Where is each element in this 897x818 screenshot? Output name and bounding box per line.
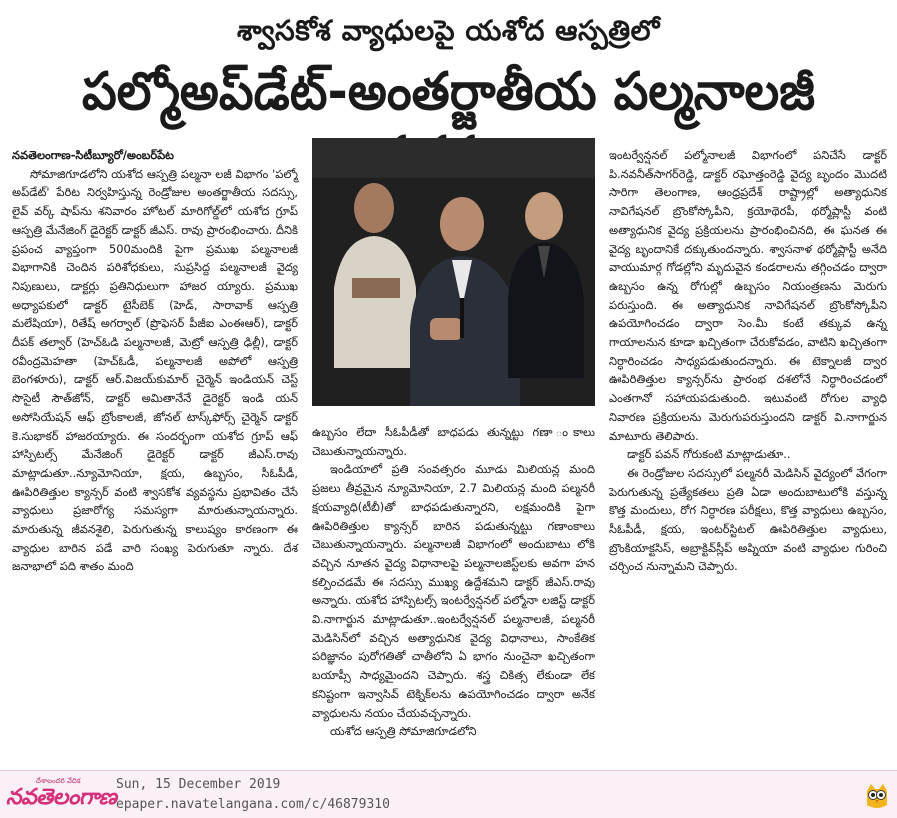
article-paragraph: ఉబ్బసం లేదా సీఓపీడీతో బాధపడు తున్నట్టు గణా ంకాలు చెబుతున్నాయన్నారు. [312,425,595,458]
article-paragraph: ఈ రెండ్రోజుల సదస్సులో పల్మనరీ మెడిసిన్ వైద్యంలో వేగంగా పెరుగుతున్న ప్రత్యేకతలు ప్రతి ఏడా అందుబాటులోకి వస్తున్న కొత్త మందులు, రోగ నిర్ధారణ పరీక్షలు, కొత్త వ్యాధులు ఉబ్బసం, సీఓపీడీ, క్షయ, ఇంటర్‌స్టిటల్ ఊపిరితిత్తుల వ్యాధులు, బ్రొంకియాక్టసిస్, అబ్రాక్టివ్‌స్లీప్ అప్నియా వంటి వ్యాధుల గురించి చర్చించ నున్నామని చెప్పారు. [609,465,887,574]
article-kicker: శ్వాసకోశ వ్యాధులపై యశోద ఆస్పత్రిలో [237,14,660,47]
article-paragraph: డాక్టర్ పవన్ గోరుకంటి మాట్లాడుతూ.. [627,447,791,462]
article-paragraph: ఇండియాలో ప్రతి సంవత్సరం మూడు మిలియన్ల మంది ప్రజలు తీవ్రమైన న్యూమోనియా, 2.7 మిలియన్ల మంది పల్మనరీ క్షయవ్యాధి(టీబీ)తో బాధపడుతున్నారని, లక్షమందికి పైగా ఊపిరితిత్తుల క్యాన్సర్ బారిన పడుతున్నట్టు గణాంకాలు చెబుతున్నాయన్నారు. పల్మనాలజీ విభాగంలో అందుబాటు లోకి వచ్చిన నూతన వైద్య విధానాలపై పల్మనాలజిస్ట్‌లకు అవగా హన కల్పించడమే ఈ సదస్సు ముఖ్య ఉద్దేశమని డాక్టర్ జీఎస్.రావు అన్నారు. యశోద హాస్పిటల్స్ ఇంటర్వేన్షనల్ పల్మోనా లజిస్ట్ డాక్టర్ వి.నాగార్జున మాట్లాడుతూ..ఇంటర్వేన్షనల్ పల్మనాలజీ, పల్మనరీ మెడిసిన్‌లో వచ్చిన అత్యాధునిక వైద్య విధానాలు, సాంకేతిక పరిజ్ఞానం పురోగతితో చాతీలోని ఏ భాగం నుంచైనా ఖచ్చితంగా బయాప్సీ సాధ్యమైందని చెప్పారు. శస్త్ర చికిత్స లేకుండా లేక కనిష్టంగా ఇన్వాసివ్ టెక్నిక్‌లను ఉపయోగించడం ద్వారా అనేక వ్యాధులను నయం చేయవచ్చన్నారు. [312,462,595,720]
brand-logo[interactable] [6,777,117,811]
brand-tagline: దేశాలందరి వేదిక [36,777,81,785]
brand-name: నవతెలంగాణ [6,785,117,810]
publication-date: Sun, 15 December 2019 [116,777,281,792]
article-headline: పల్మోఅప్‌డేట్-అంతర్జాతీయ పల్మనాలజీ [82,62,815,122]
article-paragraph: ఇంటర్వేన్షనల్ పల్మోనాలజీ విభాగంలో పనిచేసే డాక్టర్ పి.నవనీత్‌సాగర్‌రెడ్డి, డాక్టర్ రఘోత్తంరెడ్డి వైద్య బృందం మొదటి సారిగా తెలంగాణ, ఆంధ్రప్రదేశ్ రాష్ట్రాల్లో అత్యాధునిక నావిగేషనల్ బ్రొంకోస్కోపీని, క్రయోథెరపీ, థర్మోప్లాస్టీ వంటి అత్యాధునిక వైద్య ప్రక్రియలను ప్రారంభించినది, ఈ ఘనత ఈ వైద్య బృందానికే దక్కుతుందన్నారు. శ్వాసనాళ థర్మోప్లాస్టీ అనేది వాయుమార్గ గోడల్లోని మృదువైన కండరాలను తగ్గించడం ద్వారా ఉబ్బసం ఉన్న రోగుల్లో ఉబ్బసం నియంత్రణను మెరుగు పరుస్తుంది. ఈ అత్యాధునిక నావిగేషనల్ బ్రొంకోస్కోపీని ఉపయోగించడం ద్వారా సెం.మీ కంటే తక్కువ ఉన్న గాయాలనున కూడా ఖచ్చితంగా చేరుకోవడం, వాటిని ఖచ్చితంగా నిర్ధారించడం సాధ్యపడుతుందన్నారు. ఈ టెక్నాలజీ ద్వార ఊపిరితిత్తుల క్యాన్సర్‌ను ప్రారంభ దశలోనే నిర్ధారించడంలో ఎంతగానో సహాయపడుతుంది. ఇటువంటి రోగుల వ్యాధి నివారణ ప్రక్రియలను మెరుగుపరుస్తుందని డాక్టర్ వి.నాగార్జున మాటూరు తెలిపారు. [609,148,887,443]
article-column-3 [609,146,887,576]
article-paragraph: సోమాజిగూడలోని యశోద ఆస్పత్రి పల్మనా లజీ విభాగం 'పల్మో అప్‌డేట్' పేరిట నిర్వహిస్తున్న రెండ్రోజుల అంతర్జాతీయ సదస్సు, లైవ్ వర్క్ షాప్‌ను శనివారం హోటల్ మారిగోల్డ్‌లో యశోద గ్రూప్ ఆస్పత్రి మేనేజింగ్ డైరెక్టర్ డాక్టర్ జీఎస్. రావు ప్రారంభించారు. దీనికి ప్రపంచ వ్యాప్తంగా 500మందికి పైగా ప్రముఖ పల్మనాలజీ విభాగానికి చెందిన పరిశోధకులు, సుప్రసిద్ద పల్మనాలజీ వైద్య నిపుణులు, డాక్టర్లు ప్రతినిధులుగా హాజర య్యారు. ప్రముఖ అధ్యాపకులో డాక్టర్ టైసీబెక్ (హెడ్, సారావాక్ ఆస్పత్రి మలేషియా), రితేష్ అగర్వాల్ (ప్రొఫెసర్ పీజీఐ ఎంఈఆర్), డాక్టర్ దీపక్ తల్వార్ (హెచ్‌ఓడి పల్మనాలజీ, మెట్రో ఆస్పత్రి ఢిల్లీ), డాక్టర్ రవీంద్రమెహతా (హెచ్‌ఓడీ, పల్మనాలజీ అపోలో ఆస్పత్రి బెంగళూరు), డాక్టర్ ఆర్.విజయ్‌కుమార్ చైర్మెన్ ఇండియన్ చెస్ట్ సొసైటీ సౌత్‌జోన్, డాక్టర్ అమితానేనే డైరెక్టర్ ఇండి యన్ అసోసియేషన్ ఆఫ్ బ్రోంకాలజీ, జోనల్ టాస్క్‌ఫోర్స్ చైర్మెన్ డాక్టర్ కె.సుభాకర్ హాజరయ్యారు. ఈ సందర్భంగా యశోద గ్రూప్ ఆఫ్ హాస్పిటల్స్ మేనేజింగ్ డైరెక్టర్ డాక్టర్ జీఎస్.రావు మాట్లాడుతూ..న్యూమోనియా, క్షయ, ఉబ్బసం, సీఓపీడీ, ఊపిరితిత్తుల క్యాన్సర్ వంటి శ్వాసకోశ వ్యవస్థను ప్రభావితం చేసే వ్యాధులు ప్రజారోగ్య సమస్యగా మారుతున్నాయన్నారు. మారుతున్న జీవనశైలి, పెరుగుతున్న కాలుష్యం కారణంగా ఈ వ్యాధుల బారిన పడే వారి సంఖ్య పెరుగుతూ న్నారు. దేశ జనాభాలో పది శాతం మంది [12,166,298,574]
article-paragraph: యశోద ఆస్పత్రి సోమాజిగూడలోని [330,724,477,739]
event-photo [312,138,595,406]
article-column-2 [312,423,595,741]
owl-icon[interactable] [862,781,892,811]
epaper-url[interactable]: epaper.navatelangana.com/c/46879310 [116,797,390,812]
epaper-footer [0,770,897,818]
article-byline: నవతెలంగాణ-సిటీబ్యూరో/అంబర్‌పేట [12,148,174,162]
article-column-1 [12,146,298,576]
